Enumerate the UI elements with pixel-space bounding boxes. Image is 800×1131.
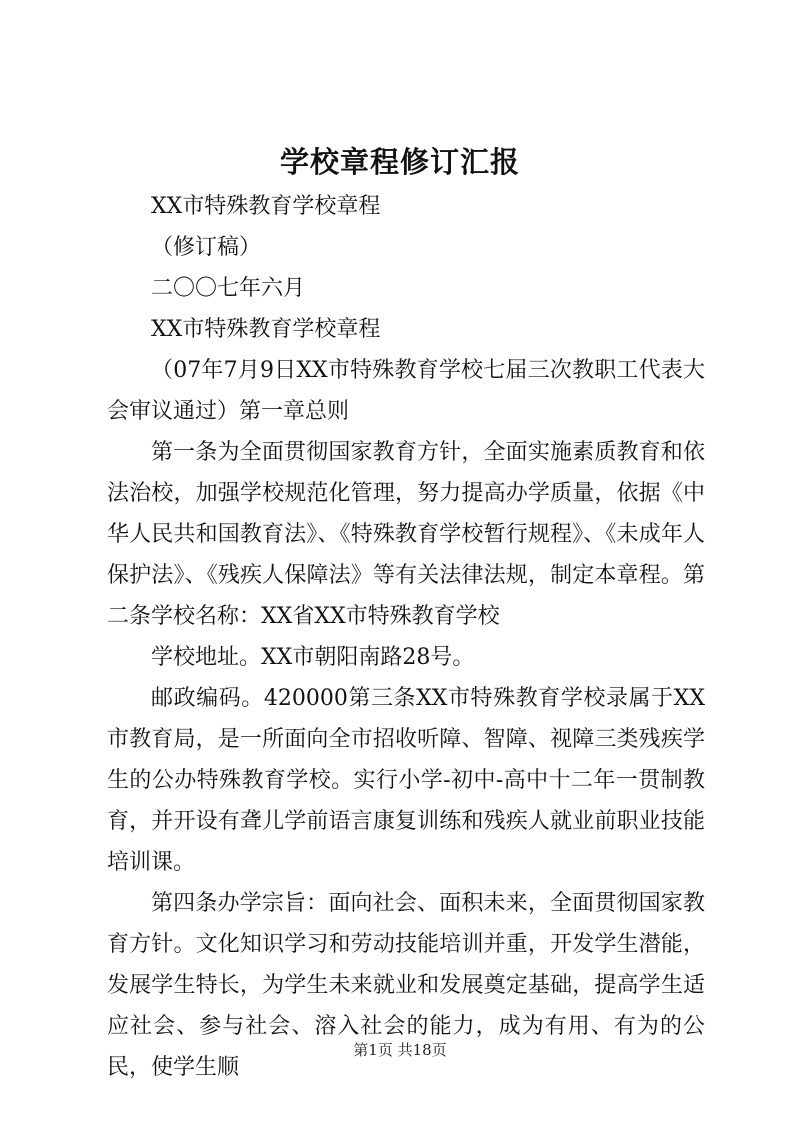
paragraph-article-1-2: 第一条为全面贯彻国家教育方针，全面实施素质教育和依法治校，加强学校规范化管理，努力提高办学质量，依据《中华人民共和国教育法》、《特殊教育学校暂行规程》、《未成年人保护法》、《残疾人保障法》等有关法律法规，制定本章程。第二条学校名称：XX省XX市特殊教育学校 xyxy=(107,440,705,629)
document-body xyxy=(107,186,705,1088)
paragraph-article-3: 邮政编码。420000第三条XX市特殊教育学校录属于XX市教育局，是一所面向全市招收听障、智障、视障三类残疾学生的公办特殊教育学校。实行小学-初中-高中十二年一贯制教育，并开设有聋儿学前语言康复训练和残疾人就业前职业技能培训课。 xyxy=(107,686,705,875)
paragraph-article-4: 第四条办学宗旨：面向社会、面积未来，全面贯彻国家教育方针。文化知识学习和劳动技能培训并重，开发学生潜能，发展学生特长，为学生未来就业和发展奠定基础，提高学生适应社会、参与社会、溶入社会的能力，成为有用、有为的公民，使学生顺 xyxy=(107,891,705,1080)
paragraph-revision-draft: （修订稿） xyxy=(151,235,262,260)
paragraph-school-charter-name: XX市特殊教育学校章程 xyxy=(151,194,381,219)
page-footer: 第1页 共18页 xyxy=(353,1041,447,1059)
paragraph-approval-note: （07年7月9日XX市特殊教育学校七届三次教职工代表大会审议通过）第一章总则 xyxy=(107,358,705,424)
paragraph-date: 二〇〇七年六月 xyxy=(151,276,306,301)
paragraph-school-address: 学校地址。XX市朝阳南路28号。 xyxy=(151,645,475,670)
paragraph-charter-heading: XX市特殊教育学校章程 xyxy=(151,317,381,342)
document-title: 学校章程修订汇报 xyxy=(279,145,520,179)
